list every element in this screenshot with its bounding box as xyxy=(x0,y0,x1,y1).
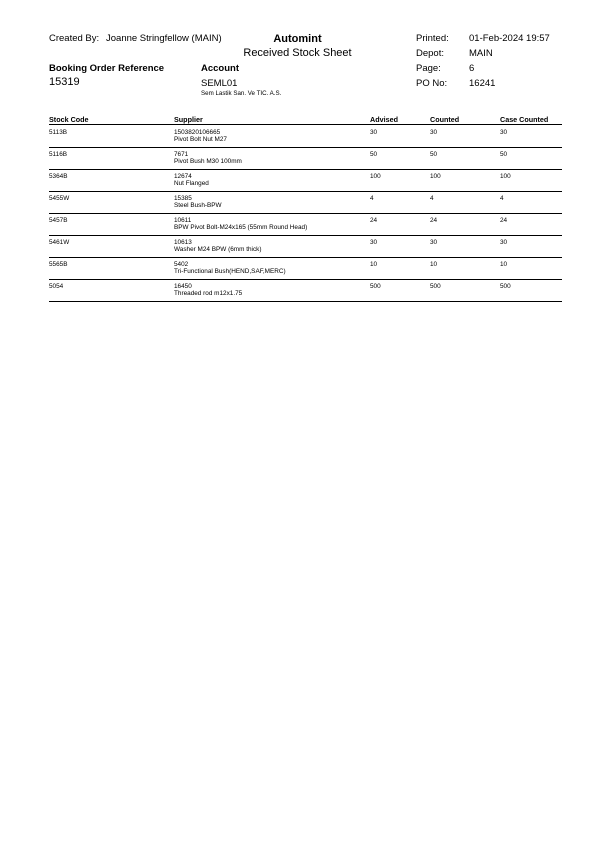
case-counted-qty: 24 xyxy=(500,217,508,224)
created-by-value: Joanne Stringfellow (MAIN) xyxy=(106,33,222,44)
supplier-code: 10613 xyxy=(174,239,192,246)
case-counted-qty: 50 xyxy=(500,151,508,158)
case-counted-qty: 500 xyxy=(500,283,511,290)
stock-code: 5113B xyxy=(49,129,68,136)
supplier-code: 7671 xyxy=(174,151,189,158)
supplier-code: 16450 xyxy=(174,283,192,290)
row-divider xyxy=(49,213,562,214)
advised-qty: 500 xyxy=(370,283,381,290)
stock-code: 5364B xyxy=(49,173,68,180)
advised-qty: 30 xyxy=(370,239,378,246)
col-header-case-counted: Case Counted xyxy=(500,115,549,124)
col-header-stock-code: Stock Code xyxy=(49,115,89,124)
row-divider xyxy=(49,279,562,280)
counted-qty: 30 xyxy=(430,129,438,136)
stock-code: 5457B xyxy=(49,217,68,224)
account-label: Account xyxy=(201,63,239,74)
col-header-counted: Counted xyxy=(430,115,460,124)
stock-code: 5455W xyxy=(49,195,70,202)
counted-qty: 10 xyxy=(430,261,438,268)
advised-qty: 24 xyxy=(370,217,378,224)
booking-ref-label: Booking Order Reference xyxy=(49,63,165,74)
supplier-description: Steel Bush-BPW xyxy=(174,202,222,209)
account-code: SEML01 xyxy=(201,78,238,89)
counted-qty: 50 xyxy=(430,151,438,158)
booking-ref-value: 15319 xyxy=(49,76,80,88)
row-divider xyxy=(49,235,562,236)
case-counted-qty: 30 xyxy=(500,129,508,136)
table-row xyxy=(0,149,595,169)
page-number: 6 xyxy=(469,63,475,74)
printed-label: Printed: xyxy=(416,33,449,44)
depot-value: MAIN xyxy=(469,48,493,59)
stock-code: 5565B xyxy=(49,261,68,268)
row-divider xyxy=(49,191,562,192)
case-counted-qty: 10 xyxy=(500,261,508,268)
advised-qty: 100 xyxy=(370,173,381,180)
supplier-description: Pivot Bush M30 100mm xyxy=(174,158,242,165)
supplier-code: 12674 xyxy=(174,173,192,180)
counted-qty: 24 xyxy=(430,217,438,224)
col-header-advised: Advised xyxy=(370,115,398,124)
supplier-code: 1503820106665 xyxy=(174,129,221,136)
case-counted-qty: 100 xyxy=(500,173,511,180)
printed-value: 01-Feb-2024 19:57 xyxy=(469,33,550,44)
stock-code: 5054 xyxy=(49,283,64,290)
table-row xyxy=(0,259,595,279)
counted-qty: 100 xyxy=(430,173,441,180)
table-row xyxy=(0,127,595,147)
supplier-description: Nut Flanged xyxy=(174,180,209,187)
stock-code: 5461W xyxy=(49,239,70,246)
page-label: Page: xyxy=(416,63,441,74)
supplier-description: Pivot Bolt Nut M27 xyxy=(174,136,227,143)
supplier-description: BPW Pivot Bolt-M24x165 (55mm Round Head) xyxy=(174,224,308,231)
row-divider xyxy=(49,147,562,148)
created-by-label: Created By: xyxy=(49,33,100,44)
stock-code: 5116B xyxy=(49,151,68,158)
supplier-description: Tri-Functional Bush(HEND,SAF,MERC) xyxy=(174,268,286,275)
table-row xyxy=(0,237,595,257)
supplier-description: Threaded rod m12x1.75 xyxy=(174,290,243,297)
advised-qty: 50 xyxy=(370,151,378,158)
table-row xyxy=(0,193,595,213)
po-number: 16241 xyxy=(469,78,496,89)
company-name: Automint xyxy=(273,33,322,45)
counted-qty: 500 xyxy=(430,283,441,290)
po-label: PO No: xyxy=(416,78,448,89)
counted-qty: 4 xyxy=(430,195,434,202)
row-divider xyxy=(49,257,562,258)
supplier-code: 5402 xyxy=(174,261,189,268)
header-divider xyxy=(49,124,562,125)
advised-qty: 4 xyxy=(370,195,374,202)
depot-label: Depot: xyxy=(416,48,444,59)
case-counted-qty: 4 xyxy=(500,195,504,202)
col-header-supplier: Supplier xyxy=(174,115,203,124)
advised-qty: 10 xyxy=(370,261,378,268)
supplier-code: 10611 xyxy=(174,217,192,224)
row-divider xyxy=(49,169,562,170)
table-row xyxy=(0,171,595,191)
report-title: Received Stock Sheet xyxy=(243,47,352,59)
advised-qty: 30 xyxy=(370,129,378,136)
row-divider xyxy=(49,301,562,302)
table-row xyxy=(0,281,595,301)
counted-qty: 30 xyxy=(430,239,438,246)
table-row xyxy=(0,215,595,235)
account-name: Sem Lastik San. Ve TIC. A.S. xyxy=(201,90,282,97)
supplier-description: Washer M24 BPW (6mm thick) xyxy=(174,246,262,253)
case-counted-qty: 30 xyxy=(500,239,508,246)
supplier-code: 15385 xyxy=(174,195,192,202)
